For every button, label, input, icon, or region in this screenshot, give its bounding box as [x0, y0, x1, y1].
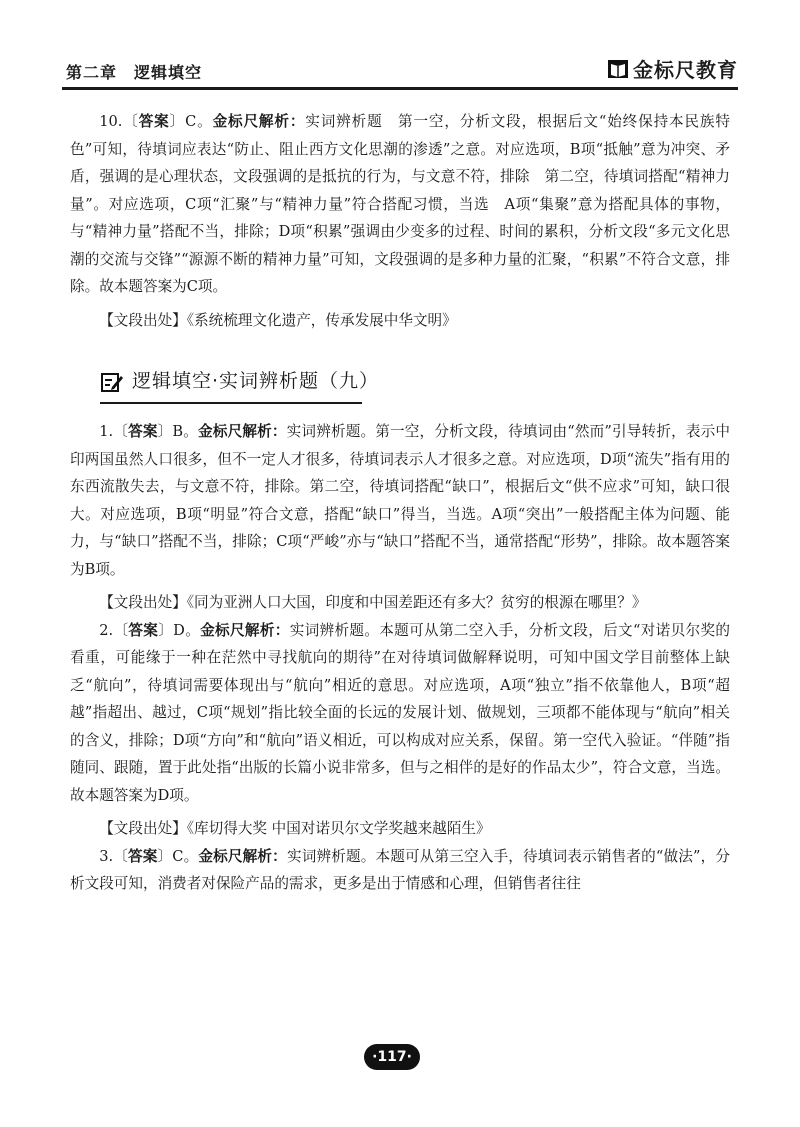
question-number: 3.〔	[99, 847, 129, 865]
brand-name: 金标尺教育	[633, 58, 738, 82]
header-divider	[62, 87, 738, 90]
answer-label: 答案	[138, 113, 170, 130]
section-underline	[100, 402, 362, 404]
analysis-label: 金标尺解析：	[212, 113, 306, 130]
analysis-label: 金标尺解析：	[200, 621, 290, 639]
answer-paragraph-2	[70, 617, 730, 810]
analysis-text: 实词辨析题。第一空，分析文段，待填词由“然而”引导转折，表示中印两国虽然人口很多，但不一定人才很多，待填词表示人才很多之意。对应选项，D项“流失”指有用的东西流散失去，与文意不符，排除。第二空，待填词搭配“缺口”，根据后文“供不应求”可知，缺口很大。对应选项，B项“明显”符合文意，搭配“缺口”得当，当选。A项“突出”一般搭配主体为问题、能力，与“缺口”搭配不当，排除；C项“严峻”亦与“缺口”搭配不当，通常搭配“形势”，排除。故本题答案为B项。	[70, 423, 730, 578]
question-number: 1.〔	[99, 423, 129, 440]
book-logo-icon	[607, 58, 629, 80]
source-citation: 【文段出处】《同为亚洲人口大国，印度和中国差距还有多大？贫穷的根源在哪里？》	[99, 594, 647, 611]
chapter-title: 第二章 逻辑填空	[66, 63, 203, 82]
source-citation: 【文段出处】《系统梳理文化遗产，传承发展中华文明》	[99, 311, 457, 329]
question-number: 2.〔	[99, 621, 129, 639]
analysis-text: 实词辨析题。本题可从第三空入手，待填词表示销售者的“做法”，分析文段可知，消费者对保险产品的需求，更多是出于情感和心理，但销售者往往	[70, 847, 730, 892]
answer-value: 〕C。	[169, 113, 213, 130]
brand-logo	[607, 54, 738, 83]
source-citation: 【文段出处】《库切得大奖 中国对诺贝尔文学奖越来越陌生》	[99, 820, 491, 837]
analysis-text: 实词辨析题 第一空，分析文段，根据后文“始终保持本民族特色”可知，待填词应表达“防止、阻止西方文化思潮的渗透”之意。对应选项，B项“抵触”意为冲突、矛盾，强调的是心理状态，文段强调的是抵抗的行为，与文意不符，排除 第二空，待填词搭配“精神力量”。对应选项，C项“汇聚”与“精神力量”符合搭配习惯，当选 A项“集聚”意为搭配具体的事物，与“精神力量”搭配不当，排除；D项“积累”强调由少变多的过程、时间的累积，分析文段“多元文化思潮的交流与交锋”“源源不断的精神力量”可知，文段强调的是多种力量的汇聚，“积累”不符合文意，排除。故本题答案为C项。	[70, 113, 730, 295]
answer-value: 〕C。	[157, 847, 199, 865]
answer-paragraph-1	[70, 418, 730, 583]
analysis-label: 金标尺解析：	[198, 847, 287, 865]
answer-value: 〕B。	[157, 423, 199, 440]
section-title: 逻辑填空·实词辨析题（九）	[132, 370, 380, 393]
section-heading	[100, 364, 730, 400]
page-content	[70, 108, 730, 898]
answer-paragraph-10	[70, 108, 730, 301]
answer-label: 答案	[128, 621, 159, 639]
answer-paragraph-3	[70, 843, 730, 898]
page-header	[62, 52, 738, 90]
edit-note-icon	[100, 370, 124, 394]
analysis-label: 金标尺解析：	[198, 423, 287, 440]
question-number: 10.〔	[99, 113, 139, 130]
page-number: ·117·	[364, 1044, 420, 1070]
answer-label: 答案	[128, 847, 158, 865]
analysis-text: 实词辨析题。本题可从第二空入手，分析文段，后文“对诺贝尔奖的看重，可能缘于一种在茫然中寻找航向的期待”在对待填词做解释说明，可知中国文学目前整体上缺乏“航向”，待填词需要体现出与“航向”相近的意思。对应选项，A项“独立”指不依靠他人，B项“超越”指超出、越过，C项“规划”指比较全面的长远的发展计划、做规划，三项都不能体现与“航向”相关的含义，排除；D项“方向”和“航向”语义相近，可以构成对应关系，保留。第一空代入验证。“伴随”指随同、跟随，置于此处指“出版的长篇小说非常多，但与之相伴的是好的作品太少”，符合文意，当选。故本题答案为D项。	[70, 621, 730, 804]
answer-label: 答案	[128, 423, 158, 440]
answer-value: 〕D。	[158, 621, 201, 639]
